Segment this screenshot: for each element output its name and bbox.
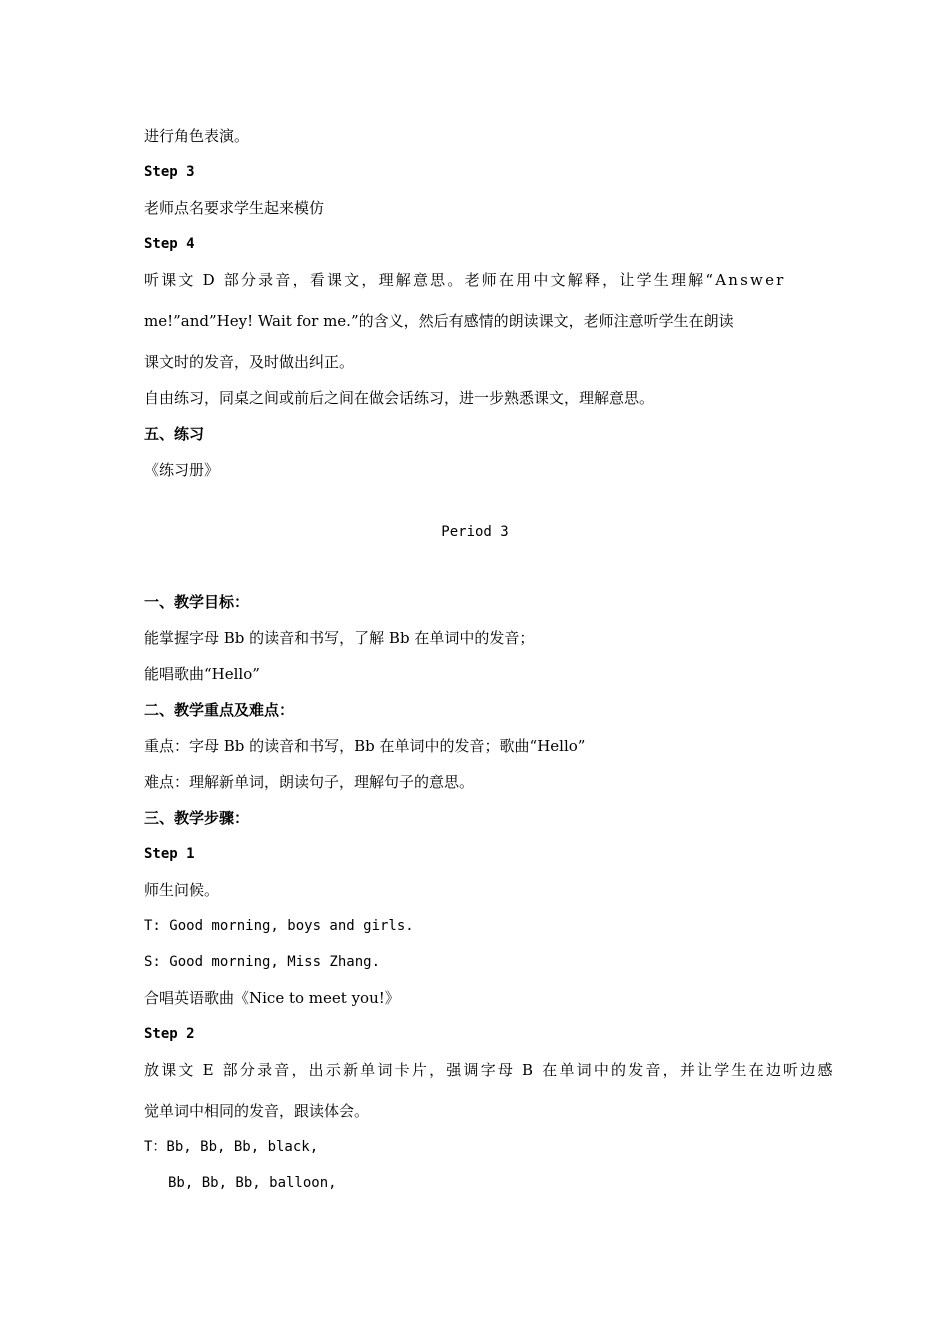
objectives-heading: 一、教学目标： bbox=[144, 593, 250, 611]
step-4-heading: Step 4 bbox=[144, 236, 195, 252]
step-2-line-2: 觉单词中相同的发音，跟读体会。 bbox=[144, 1102, 370, 1120]
period-3-title: Period 3 bbox=[441, 524, 509, 540]
step-2-line-1: 放课文 E 部分录音，出示新单词卡片，强调字母 B 在单词中的发音，并让学生在边听边感 bbox=[144, 1061, 835, 1079]
practice-heading: 五、练习 bbox=[144, 425, 205, 443]
step-2-heading: Step 2 bbox=[144, 1026, 195, 1042]
teacher-greeting-line: T: Good morning, boys and girls. bbox=[144, 918, 414, 934]
key-points-heading: 二、教学重点及难点： bbox=[144, 701, 295, 719]
chant-line-1: T：Bb, Bb, Bb, black, bbox=[144, 1139, 319, 1155]
role-play-text: 进行角色表演。 bbox=[144, 127, 250, 145]
step-4-line-1: 听课文 D 部分录音，看课文，理解意思。老师在用中文解释，让学生理解“Answer bbox=[144, 271, 786, 289]
free-practice-text: 自由练习，同桌之间或前后之间在做会话练习，进一步熟悉课文，理解意思。 bbox=[144, 389, 655, 407]
step-1-heading: Step 1 bbox=[144, 846, 195, 862]
objective-1: 能掌握字母 Bb 的读音和书写，了解 Bb 在单词中的发音； bbox=[144, 629, 535, 647]
step-4-line-2: me!”and”Hey! Wait for me.”的含义，然后有感情的朗读课文，老师注意听学生在朗读 bbox=[144, 312, 734, 330]
step-3-heading: Step 3 bbox=[144, 164, 195, 180]
key-point: 重点：字母 Bb 的读音和书写，Bb 在单词中的发音；歌曲“Hello” bbox=[144, 737, 586, 755]
steps-heading: 三、教学步骤： bbox=[144, 809, 250, 827]
song-text: 合唱英语歌曲《Nice to meet you!》 bbox=[144, 989, 400, 1007]
chant-line-2: Bb, Bb, Bb, balloon, bbox=[168, 1175, 337, 1191]
greeting-text: 师生问候。 bbox=[144, 881, 220, 899]
step-4-line-3: 课文时的发音，及时做出纠正。 bbox=[144, 353, 355, 371]
student-greeting-line: S: Good morning, Miss Zhang. bbox=[144, 954, 381, 970]
difficult-point: 难点：理解新单词，朗读句子，理解句子的意思。 bbox=[144, 773, 475, 791]
step-3-text: 老师点名要求学生起来模仿 bbox=[144, 199, 325, 217]
objective-2: 能唱歌曲“Hello” bbox=[144, 665, 260, 683]
workbook-text: 《练习册》 bbox=[144, 461, 220, 479]
